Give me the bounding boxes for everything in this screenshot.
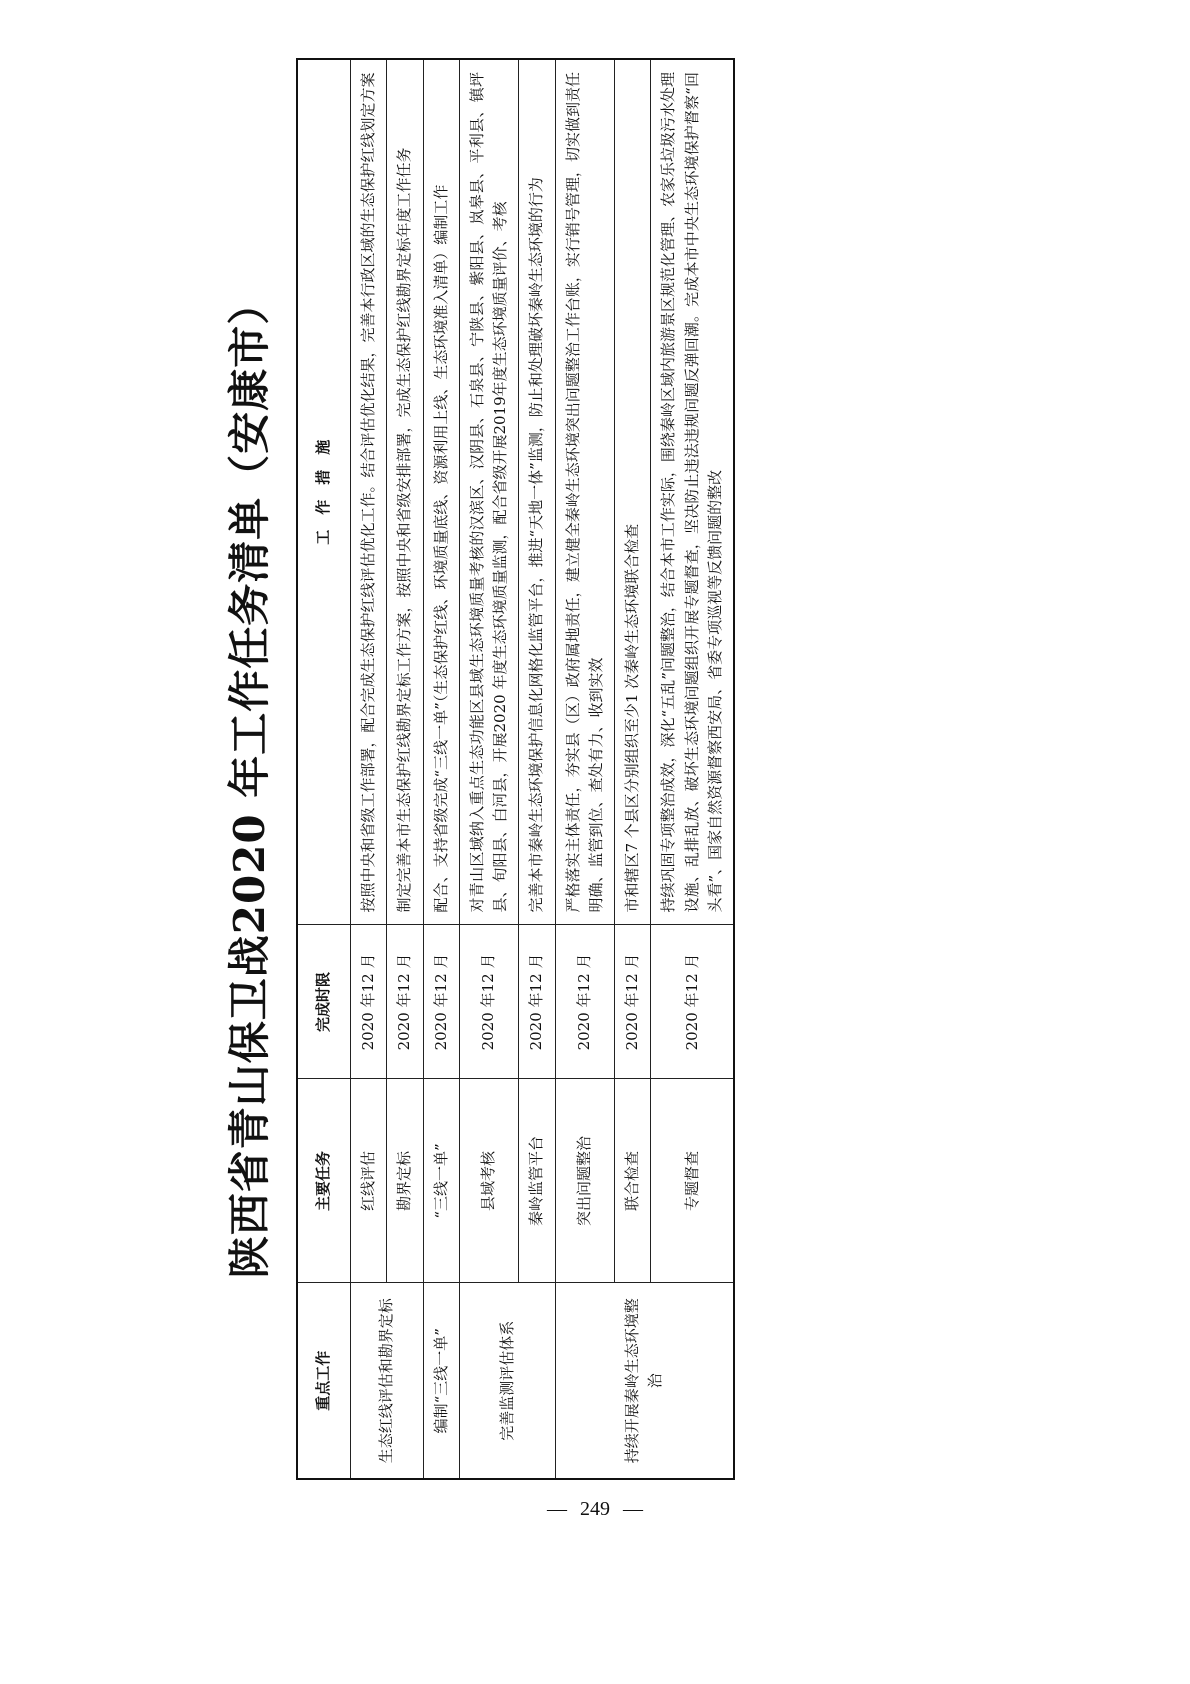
table-row bbox=[555, 59, 615, 1479]
measures-cell: 严格落实主体责任，夯实县（区）政府属地责任，建立健全秦岭生态环境突出问题整治工作台账，实行销号管理，切实做到责任明确、监管到位、查处有力、收到实效 bbox=[555, 59, 615, 925]
deadline-cell: 2020 年12 月 bbox=[555, 925, 615, 1079]
measures-cell: 按照中央和省级工作部署，配合完成生态保护红线评估优化工作。结合评估优化结果，完善本行政区域的生态保护红线划定方案 bbox=[351, 59, 387, 925]
task-cell: 县域考核 bbox=[459, 1079, 519, 1283]
table-row bbox=[651, 59, 734, 1479]
document-title: 陕西省青山保卫战2020 年工作任务清单（安康市） bbox=[225, 281, 274, 1279]
header-key-work: 重点工作 bbox=[297, 1283, 351, 1479]
task-table bbox=[296, 58, 735, 1480]
table-row bbox=[387, 59, 423, 1479]
header-deadline: 完成时限 bbox=[297, 925, 351, 1079]
table-row bbox=[351, 59, 387, 1479]
key-work-cell: 完善监测评估体系 bbox=[459, 1283, 555, 1479]
task-cell: 勘界定标 bbox=[387, 1079, 423, 1283]
key-work-cell: 编制“三线一单” bbox=[423, 1283, 459, 1479]
task-cell: 秦岭监管平台 bbox=[519, 1079, 555, 1283]
measures-cell: 持续巩固专项整治成效，深化“五乱”问题整治，结合本市工作实际，围绕秦岭区域内旅游景区规范化管理、农家乐垃圾污水处理设施、乱排乱放、破坏生态环境问题组织开展专题督查，坚决防止违法违规问题反弹回潮。完成本市中央生态环境保护督察“回头看”、国家自然资源督察西安局、省委专项巡视等反馈问题的整改 bbox=[651, 59, 734, 925]
deadline-cell: 2020 年12 月 bbox=[615, 925, 651, 1079]
page-number: — 249 — bbox=[547, 1498, 643, 1520]
table-row bbox=[423, 59, 459, 1479]
measures-cell: 对青山区域纳入重点生态功能区县域生态环境质量考核的汉滨区、汉阴县、石泉县、宁陕县、紫阳县、岚皋县、平利县、镇坪县、旬阳县、白河县，开展2020 年度生态环境质量监测，配合省级开展2019年度生态环境质量评价、考核 bbox=[459, 59, 519, 925]
measures-cell: 完善本市秦岭生态环境保护信息化网格化监管平台，推进“天地一体”监测，防止和处理破坏秦岭生态环境的行为 bbox=[519, 59, 555, 925]
table-row bbox=[519, 59, 555, 1479]
key-work-cell: 生态红线评估和勘界定标 bbox=[351, 1283, 424, 1479]
table-header-row bbox=[297, 59, 351, 1479]
measures-cell: 配合、支持省级完成“三线一单”（生态保护红线、环境质量底线、资源利用上线、生态环境准入清单）编制工作 bbox=[423, 59, 459, 925]
deadline-cell: 2020 年12 月 bbox=[351, 925, 387, 1079]
task-cell: 突出问题整治 bbox=[555, 1079, 615, 1283]
deadline-cell: 2020 年12 月 bbox=[459, 925, 519, 1079]
deadline-cell: 2020 年12 月 bbox=[519, 925, 555, 1079]
header-main-task: 主要任务 bbox=[297, 1079, 351, 1283]
task-cell: 联合检查 bbox=[615, 1079, 651, 1283]
measures-cell: 市和辖区7 个县区分别组织至少1 次秦岭生态环境联合检查 bbox=[615, 59, 651, 925]
header-measures: 工 作 措 施 bbox=[297, 59, 351, 925]
table-row bbox=[459, 59, 519, 1479]
deadline-cell: 2020 年12 月 bbox=[387, 925, 423, 1079]
key-work-cell: 持续开展秦岭生态环境整治 bbox=[555, 1283, 734, 1479]
deadline-cell: 2020 年12 月 bbox=[651, 925, 734, 1079]
rotated-page-content bbox=[210, 40, 1000, 1520]
task-cell: 专题督查 bbox=[651, 1079, 734, 1283]
table-row bbox=[615, 59, 651, 1479]
deadline-cell: 2020 年12 月 bbox=[423, 925, 459, 1079]
task-cell: “三线一单” bbox=[423, 1079, 459, 1283]
measures-cell: 制定完善本市生态保护红线勘界定标工作方案，按照中央和省级安排部署，完成生态保护红线勘界定标年度工作任务 bbox=[387, 59, 423, 925]
task-cell: 红线评估 bbox=[351, 1079, 387, 1283]
